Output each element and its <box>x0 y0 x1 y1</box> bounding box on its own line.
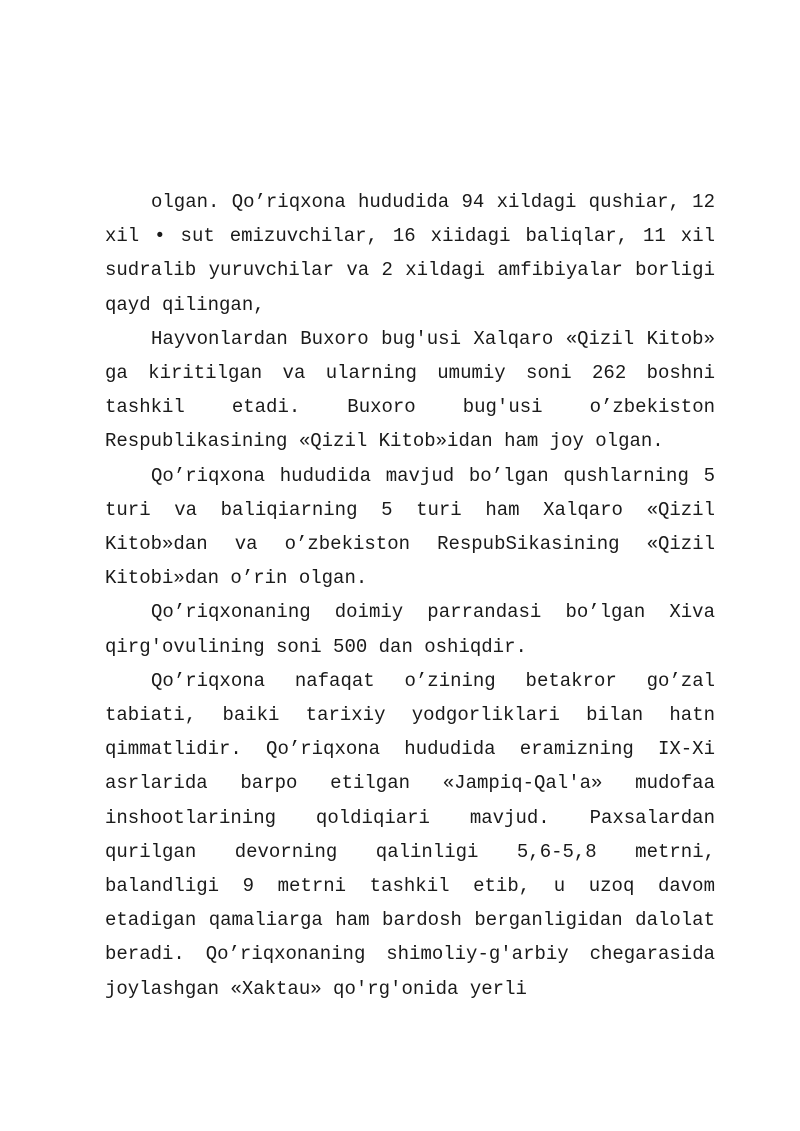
paragraph-5: Qo’riqxona nafaqat o’zining betakror go’zal tabiati, baiki tarixiy yodgorliklari bilan hatn qimmatlidir. Qo’riqxona hududida eramizning IX-Xi asrlarida barpo etilgan «Jampiq-Qal'a» mudofaa inshootlarining qoldiqiari mavjud. Paxsalardan qurilgan devorning qalinligi 5,6-5,8 metrni, balandligi 9 metrni tashkil etib, u uzoq davom etadigan qamaliarga ham bardosh berganligidan dalolat beradi. Qo’riqxonaning shimoliy-g'arbiy chegarasida joylashgan «Xaktau» qo'rg'onida yerli <box>105 669 715 1000</box>
body-text <box>105 185 715 1006</box>
paragraph-2: Hayvonlardan Buxoro bug'usi Xalqaro «Qizil Kitob» ga kiritilgan va ularning umumiy soni 262 boshni tashkil etadi. Buxoro bug'usi o’zbekiston Respublikasining «Qizil Kitob»idan ham joy olgan. <box>105 327 715 453</box>
paragraph-4: Qo’riqxonaning doimiy parrandasi bo’lgan Xiva qirg'ovulining soni 500 dan oshiqdir. <box>105 601 715 658</box>
paragraph-3: Qo’riqxona hududida mavjud bo’lgan qushlarning 5 turi va baliqiarning 5 turi ham Xalqaro «Qizil Kitob»dan va o’zbekiston RespubSikasining «Qizil Kitobi»dan o’rin olgan. <box>105 464 715 590</box>
paragraph-1: olgan. Qo’riqxona hududida 94 xildagi qushiar, 12 xil • sut emizuvchilar, 16 xiidagi baliqlar, 11 xil sudralib yuruvchilar va 2 xildagi amfibiyalar borligi qayd qilingan, <box>105 191 715 316</box>
